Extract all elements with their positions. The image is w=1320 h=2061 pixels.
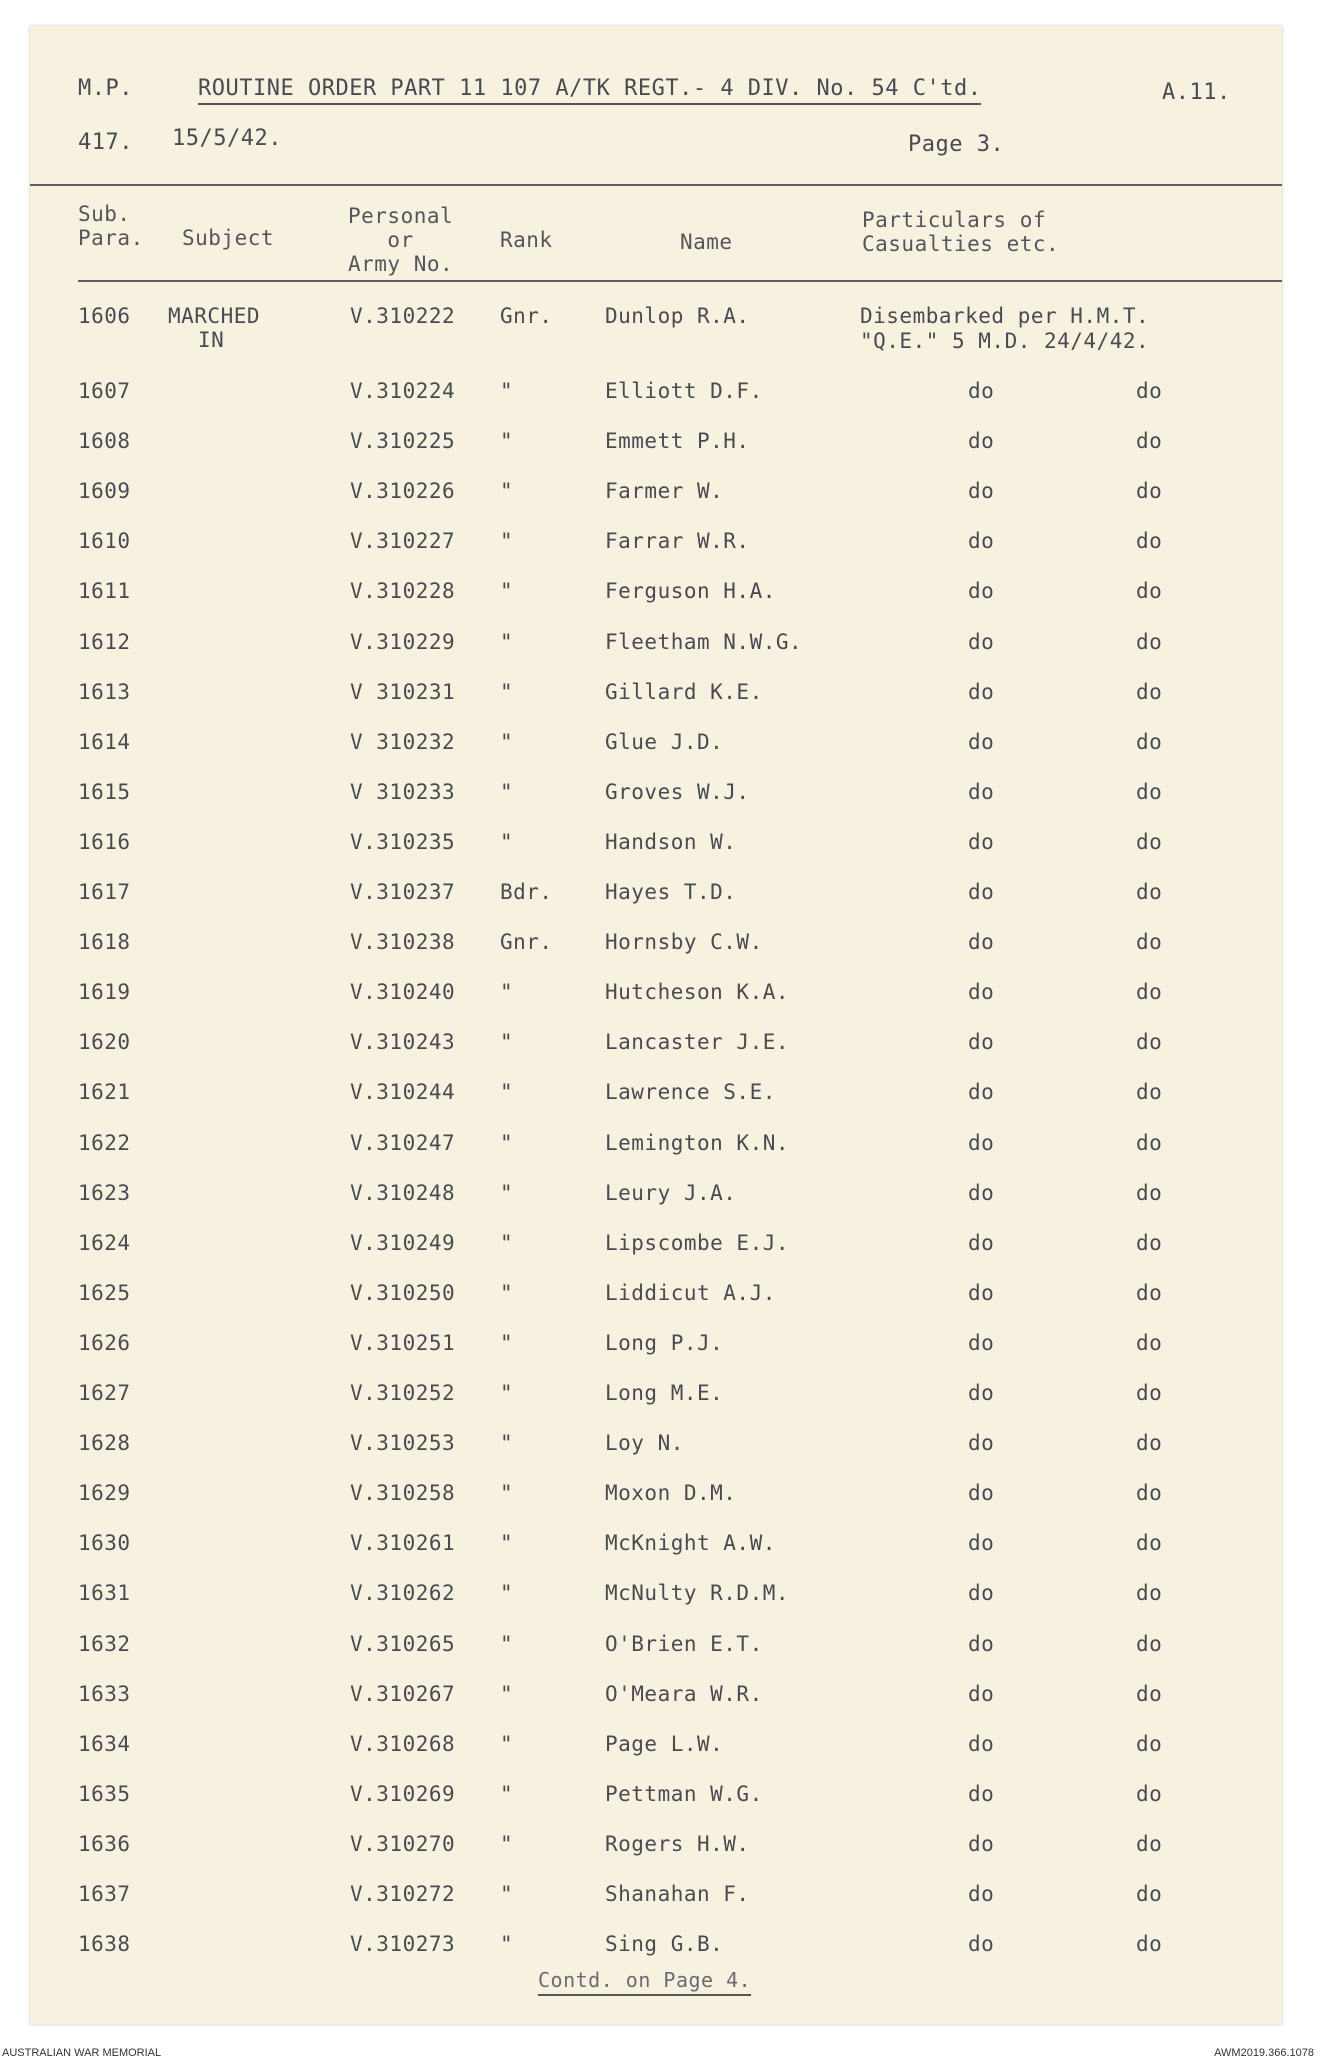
table-row xyxy=(30,1080,1282,1130)
row-army-no: V.310261 xyxy=(350,1531,456,1556)
row-army-no: V.310252 xyxy=(350,1381,456,1405)
row-army-no: V.310262 xyxy=(350,1581,456,1606)
row-name: Leury J.A. xyxy=(605,1180,737,1205)
row-rank: " xyxy=(500,1681,514,1706)
mp-label: M.P. xyxy=(78,76,133,101)
row-particulars-do: do xyxy=(968,1481,995,1506)
row-particulars-do: do xyxy=(968,479,995,504)
row-particulars-do: do xyxy=(968,1882,995,1906)
table-row xyxy=(30,680,1282,730)
row-rank: " xyxy=(500,1932,514,1957)
row-particulars-do-2: do xyxy=(1136,1080,1163,1105)
row-particulars-do-2: do xyxy=(1136,1932,1163,1957)
row-particulars-do: do xyxy=(968,980,995,1005)
row-para: 1612 xyxy=(78,629,131,654)
row-name: Farrar W.R. xyxy=(605,529,750,554)
table-row xyxy=(30,429,1282,479)
row-particulars-do: do xyxy=(968,529,995,554)
row-rank: " xyxy=(500,1731,514,1756)
row-particulars-do: do xyxy=(968,1581,995,1606)
table-row xyxy=(30,880,1282,930)
row-para: 1625 xyxy=(78,1280,131,1305)
row-army-no: V.310224 xyxy=(350,379,456,403)
row-particulars-do-2: do xyxy=(1136,1481,1163,1506)
row-army-no: V.310249 xyxy=(350,1230,456,1255)
row-rank: " xyxy=(500,779,514,804)
row-particulars-do-2: do xyxy=(1136,1781,1163,1806)
row-name: O'Brien E.T. xyxy=(605,1631,763,1656)
row-para: 1634 xyxy=(78,1731,131,1756)
row-particulars-do: do xyxy=(968,1330,995,1355)
row-rank: Bdr. xyxy=(500,880,553,904)
table-row xyxy=(30,1381,1282,1431)
row-rank: " xyxy=(500,579,514,604)
table-row xyxy=(30,479,1282,529)
col-subject: Subject xyxy=(182,226,275,250)
row-name: Hornsby C.W. xyxy=(605,930,763,955)
row-particulars-do-2: do xyxy=(1136,1431,1163,1456)
row-army-no: V.310227 xyxy=(350,529,456,554)
row-name: Pettman W.G. xyxy=(605,1781,763,1806)
row-name: Moxon D.M. xyxy=(605,1481,737,1506)
row-particulars-do: do xyxy=(968,679,995,704)
row-rank: " xyxy=(500,529,514,554)
row-army-no: V.310268 xyxy=(350,1731,456,1756)
row-army-no: V.310226 xyxy=(350,479,456,504)
row-para: 1623 xyxy=(78,1180,131,1205)
row-particulars-do-2: do xyxy=(1136,1030,1163,1055)
column-header-divider xyxy=(78,280,1282,282)
row-particulars-do: do xyxy=(968,1681,995,1706)
row-army-no: V.310240 xyxy=(350,980,456,1005)
row-particulars-do-2: do xyxy=(1136,579,1163,604)
row-army-no: V.310228 xyxy=(350,579,456,604)
col-rank: Rank xyxy=(500,228,553,252)
row-rank: " xyxy=(500,1531,514,1556)
row-particulars-do-2: do xyxy=(1136,779,1163,804)
row-para: 1632 xyxy=(78,1631,131,1656)
table-row xyxy=(30,1131,1282,1181)
row-name: Glue J.D. xyxy=(605,729,724,754)
row-particulars-do: do xyxy=(968,429,995,454)
row-para: 1631 xyxy=(78,1581,131,1606)
table-row xyxy=(30,1331,1282,1381)
row-rank: " xyxy=(500,1280,514,1305)
row-para: 1609 xyxy=(78,479,131,504)
row-army-no: V.310248 xyxy=(350,1180,456,1205)
table-row xyxy=(30,1231,1282,1281)
row-army-no: V.310273 xyxy=(350,1932,456,1957)
row-particulars-do: do xyxy=(968,1230,995,1255)
row-name: O'Meara W.R. xyxy=(605,1681,763,1706)
row-particulars-do: do xyxy=(968,880,995,904)
row-name: Groves W.J. xyxy=(605,779,750,804)
row-rank: " xyxy=(500,1631,514,1656)
row-para: 1608 xyxy=(78,429,131,454)
row-name: Farmer W. xyxy=(605,479,724,504)
table-row xyxy=(30,780,1282,830)
row-para: 1616 xyxy=(78,829,131,854)
row-name: Page L.W. xyxy=(605,1731,724,1756)
row-particulars-do-2: do xyxy=(1136,1882,1163,1906)
row-particulars-do: do xyxy=(968,1280,995,1305)
row-rank: " xyxy=(500,1381,514,1405)
particulars-line-1: Disembarked per H.M.T. xyxy=(860,304,1150,328)
row-name: Handson W. xyxy=(605,829,737,854)
row-para: 1620 xyxy=(78,1030,131,1055)
row-para: 1624 xyxy=(78,1230,131,1255)
row-particulars-do-2: do xyxy=(1136,880,1163,904)
order-title: ROUTINE ORDER PART 11 107 A/TK REGT.- 4 DIV. No. 54 C'td. xyxy=(198,76,981,105)
row-name: Long M.E. xyxy=(605,1381,724,1405)
row-rank: " xyxy=(500,729,514,754)
row-particulars-do: do xyxy=(968,729,995,754)
row-rank: " xyxy=(500,1330,514,1355)
row-army-no: V 310231 xyxy=(350,679,456,704)
row-rank: " xyxy=(500,479,514,504)
row-name: Liddicut A.J. xyxy=(605,1280,776,1305)
row-name: Gillard K.E. xyxy=(605,679,763,704)
row-para: 1626 xyxy=(78,1330,131,1355)
row-name: Lancaster J.E. xyxy=(605,1030,790,1055)
row-particulars-do-2: do xyxy=(1136,679,1163,704)
row-rank: Gnr. xyxy=(500,930,553,955)
row-rank: " xyxy=(500,1130,514,1155)
table-row xyxy=(30,1531,1282,1581)
row-rank: " xyxy=(500,1581,514,1606)
row-particulars-do: do xyxy=(968,1130,995,1155)
col-army-no: Personal or Army No. xyxy=(348,204,454,276)
row-army-no: V.310244 xyxy=(350,1080,456,1105)
table-row xyxy=(30,1632,1282,1682)
subject-line-1: MARCHED xyxy=(168,304,261,328)
row-army-no: V.310253 xyxy=(350,1431,456,1456)
row-particulars-do-2: do xyxy=(1136,1631,1163,1656)
row-rank: " xyxy=(500,980,514,1005)
table-row xyxy=(30,1732,1282,1782)
archive-label: AUSTRALIAN WAR MEMORIAL xyxy=(2,2047,162,2059)
row-particulars-do-2: do xyxy=(1136,1831,1163,1856)
row-para: 1614 xyxy=(78,729,131,754)
row-para: 1613 xyxy=(78,679,131,704)
table-row xyxy=(30,579,1282,629)
row-name: Loy N. xyxy=(605,1431,684,1456)
row-para: 1638 xyxy=(78,1932,131,1957)
row-rank: " xyxy=(500,1180,514,1205)
row-army-no: V.310229 xyxy=(350,629,456,654)
archive-reference: AWM2019.366.1078 xyxy=(1214,2047,1314,2059)
row-name: Emmett P.H. xyxy=(605,429,750,454)
row-para: 1606 xyxy=(78,304,131,328)
table-row xyxy=(30,529,1282,579)
row-army-no: V.310251 xyxy=(350,1330,456,1355)
row-particulars-do-2: do xyxy=(1136,930,1163,955)
row-name: McKnight A.W. xyxy=(605,1531,776,1556)
row-army-no: V.310222 xyxy=(350,304,456,328)
row-army-no: V 310232 xyxy=(350,729,456,754)
page-number: Page 3. xyxy=(908,132,1005,157)
row-para: 1618 xyxy=(78,930,131,955)
row-name: Shanahan F. xyxy=(605,1882,750,1906)
row-para: 1633 xyxy=(78,1681,131,1706)
row-particulars-do: do xyxy=(968,1531,995,1556)
order-number: 417. xyxy=(78,130,133,155)
row-particulars-do-2: do xyxy=(1136,1280,1163,1305)
row-para: 1636 xyxy=(78,1831,131,1856)
row-name: Hutcheson K.A. xyxy=(605,980,790,1005)
table-row xyxy=(30,980,1282,1030)
row-name: Hayes T.D. xyxy=(605,880,737,904)
row-particulars-do-2: do xyxy=(1136,829,1163,854)
row-rank: " xyxy=(500,1481,514,1506)
row-particulars-do-2: do xyxy=(1136,1330,1163,1355)
row-name: Long P.J. xyxy=(605,1330,724,1355)
row-particulars-do: do xyxy=(968,1731,995,1756)
table-row xyxy=(30,1581,1282,1631)
row-rank: Gnr. xyxy=(500,304,553,328)
particulars-line-2: "Q.E." 5 M.D. 24/4/42. xyxy=(860,329,1150,353)
row-army-no: V.310250 xyxy=(350,1280,456,1305)
row-rank: " xyxy=(500,679,514,704)
row-particulars-do-2: do xyxy=(1136,429,1163,454)
row-particulars-do-2: do xyxy=(1136,379,1163,403)
row-particulars-do-2: do xyxy=(1136,529,1163,554)
table-row xyxy=(30,1181,1282,1231)
table-row xyxy=(30,1782,1282,1832)
row-particulars-do: do xyxy=(968,1932,995,1957)
table-row xyxy=(30,1281,1282,1331)
row-para: 1617 xyxy=(78,880,131,904)
table-row xyxy=(30,830,1282,880)
row-particulars-do: do xyxy=(968,1781,995,1806)
row-rank: " xyxy=(500,1831,514,1856)
row-army-no: V.310225 xyxy=(350,429,456,454)
row-particulars-do: do xyxy=(968,829,995,854)
row-particulars-do-2: do xyxy=(1136,729,1163,754)
row-name: Elliott D.F. xyxy=(605,379,763,403)
table-row xyxy=(30,379,1282,429)
subject-line-2: IN xyxy=(198,328,225,352)
table-row-first xyxy=(30,304,1282,354)
row-particulars-do: do xyxy=(968,579,995,604)
row-particulars-do-2: do xyxy=(1136,980,1163,1005)
row-particulars-do: do xyxy=(968,1030,995,1055)
order-ref: A.11. xyxy=(1162,80,1231,105)
col-sub-para: Sub. Para. xyxy=(78,202,144,250)
row-name: Rogers H.W. xyxy=(605,1831,750,1856)
row-subject xyxy=(168,304,260,352)
row-particulars-do-2: do xyxy=(1136,1731,1163,1756)
row-rank: " xyxy=(500,1781,514,1806)
row-rank: " xyxy=(500,379,514,403)
row-particulars-do-2: do xyxy=(1136,1681,1163,1706)
row-particulars-do-2: do xyxy=(1136,1581,1163,1606)
row-name: Lawrence S.E. xyxy=(605,1080,776,1105)
row-name: Sing G.B. xyxy=(605,1932,724,1957)
row-particulars-do: do xyxy=(968,930,995,955)
table-row xyxy=(30,1481,1282,1531)
continued-note: Contd. on Page 4. xyxy=(538,1968,751,1996)
col-name: Name xyxy=(680,230,733,254)
row-rank: " xyxy=(500,1230,514,1255)
row-particulars-do: do xyxy=(968,1431,995,1456)
row-particulars-do-2: do xyxy=(1136,1381,1163,1405)
row-particulars-do-2: do xyxy=(1136,629,1163,654)
row-army-no: V.310265 xyxy=(350,1631,456,1656)
table-row xyxy=(30,1682,1282,1732)
table-row xyxy=(30,630,1282,680)
row-particulars-do: do xyxy=(968,1180,995,1205)
row-para: 1607 xyxy=(78,379,131,403)
row-rank: " xyxy=(500,829,514,854)
document-page xyxy=(30,26,1282,2024)
row-rank: " xyxy=(500,429,514,454)
row-army-no: V.310243 xyxy=(350,1030,456,1055)
row-para: 1635 xyxy=(78,1781,131,1806)
row-particulars-do-2: do xyxy=(1136,1180,1163,1205)
row-particulars-do: do xyxy=(968,379,995,403)
row-particulars-do-2: do xyxy=(1136,479,1163,504)
row-name: McNulty R.D.M. xyxy=(605,1581,790,1606)
row-army-no: V.310272 xyxy=(350,1882,456,1906)
row-rank: " xyxy=(500,629,514,654)
row-para: 1611 xyxy=(78,579,131,604)
row-name: Fleetham N.W.G. xyxy=(605,629,803,654)
row-para: 1629 xyxy=(78,1481,131,1506)
row-army-no: V.310270 xyxy=(350,1831,456,1856)
table-row xyxy=(30,1431,1282,1481)
row-particulars-do: do xyxy=(968,1631,995,1656)
row-army-no: V.310267 xyxy=(350,1681,456,1706)
table-row xyxy=(30,730,1282,780)
row-particulars-do: do xyxy=(968,1381,995,1405)
row-army-no: V 310233 xyxy=(350,779,456,804)
table-row xyxy=(30,1832,1282,1882)
row-particulars-do-2: do xyxy=(1136,1230,1163,1255)
row-rank: " xyxy=(500,1080,514,1105)
row-particulars-do-2: do xyxy=(1136,1130,1163,1155)
row-name: Lipscombe E.J. xyxy=(605,1230,790,1255)
row-rank: " xyxy=(500,1882,514,1906)
table-row xyxy=(30,1882,1282,1932)
row-army-no: V.310269 xyxy=(350,1781,456,1806)
row-particulars xyxy=(860,304,1149,354)
order-date: 15/5/42. xyxy=(172,126,282,151)
col-particulars: Particulars of Casualties etc. xyxy=(862,208,1060,256)
row-para: 1637 xyxy=(78,1882,131,1906)
table-row xyxy=(30,1030,1282,1080)
row-rank: " xyxy=(500,1431,514,1456)
row-para: 1627 xyxy=(78,1381,131,1405)
row-para: 1610 xyxy=(78,529,131,554)
row-name: Lemington K.N. xyxy=(605,1130,790,1155)
row-army-no: V.310235 xyxy=(350,829,456,854)
row-para: 1630 xyxy=(78,1531,131,1556)
row-particulars-do: do xyxy=(968,779,995,804)
row-particulars-do: do xyxy=(968,1831,995,1856)
table-row xyxy=(30,930,1282,980)
row-army-no: V.310238 xyxy=(350,930,456,955)
row-rank: " xyxy=(500,1030,514,1055)
header-divider xyxy=(30,184,1282,186)
row-army-no: V.310237 xyxy=(350,880,456,904)
row-army-no: V.310247 xyxy=(350,1130,456,1155)
row-particulars-do: do xyxy=(968,629,995,654)
row-para: 1628 xyxy=(78,1431,131,1456)
row-para: 1621 xyxy=(78,1080,131,1105)
row-name: Ferguson H.A. xyxy=(605,579,776,604)
row-para: 1615 xyxy=(78,779,131,804)
row-para: 1619 xyxy=(78,980,131,1005)
row-name: Dunlop R.A. xyxy=(605,304,750,328)
row-army-no: V.310258 xyxy=(350,1481,456,1506)
row-particulars-do-2: do xyxy=(1136,1531,1163,1556)
row-para: 1622 xyxy=(78,1130,131,1155)
row-particulars-do: do xyxy=(968,1080,995,1105)
